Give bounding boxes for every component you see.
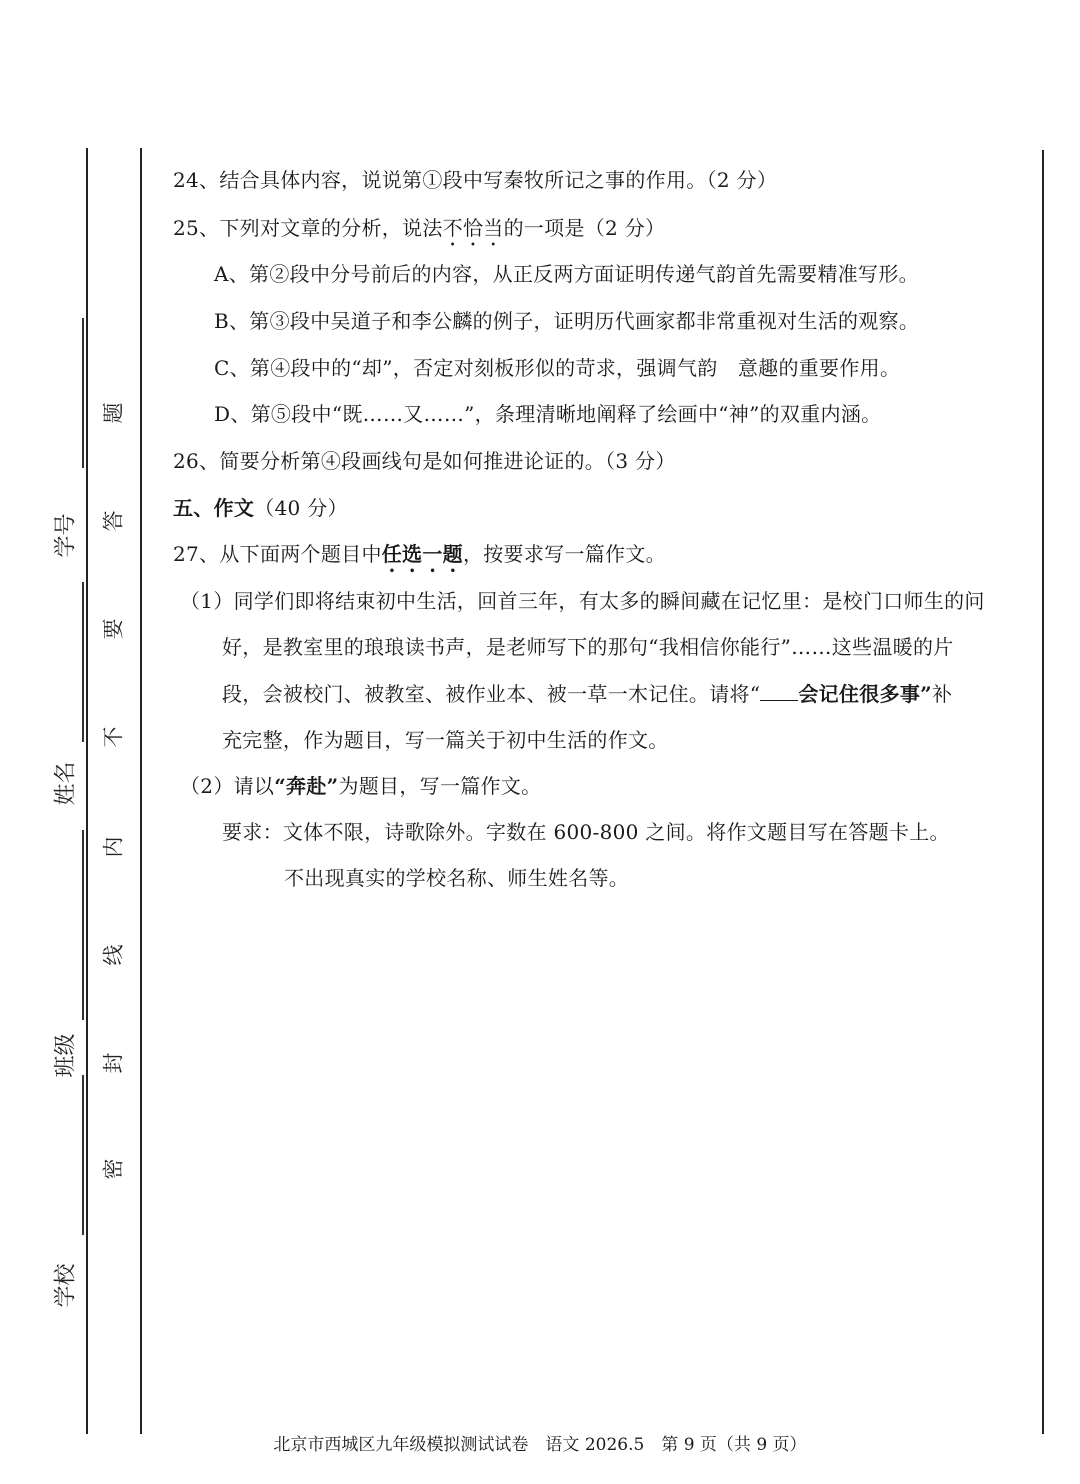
question-25-stem: 25、下列对文章的分析，说法	[173, 216, 443, 240]
seal-char: 封	[101, 1052, 126, 1074]
prompt-2-title: “奔赴”	[274, 774, 339, 798]
seal-char: 密	[101, 1158, 126, 1180]
title-blank	[760, 682, 798, 701]
option-a: A、第②段中分号前后的内容，从正反两方面证明传递气韵首先需要精准写形。	[214, 262, 919, 286]
field-name: 姓名	[53, 761, 79, 806]
requirements-line-2: 不出现真实的学校名称、师生姓名等。	[284, 866, 630, 890]
prompt-1-text: 段，会被校门、被教室、被作业本、被一草一木记住。请将“	[222, 682, 761, 706]
prompt-2-text-end: 为题目，写一篇作文。	[338, 774, 542, 798]
field-blank-2	[82, 582, 84, 742]
seal-char: 线	[101, 944, 126, 966]
question-24: 24、结合具体内容，说说第①段中写秦牧所记之事的作用。（2 分）	[173, 168, 778, 192]
seal-char: 要	[101, 618, 126, 640]
question-26: 26、简要分析第④段画线句是如何推进论证的。（3 分）	[173, 449, 676, 473]
requirements-line-1: 要求：文体不限，诗歌除外。字数在 600-800 之间。将作文题目写在答题卡上。	[222, 820, 950, 844]
option-c: C、第④段中的“却”，否定对刻板形似的苛求，强调气韵 意趣的重要作用。	[214, 356, 901, 380]
page-footer: 北京市西城区九年级模拟测试试卷 语文 2026.5 第 9 页（共 9 页）	[273, 1435, 807, 1455]
option-d: D、第⑤段中“既……又……”，条理清晰地阐释了绘画中“神”的双重内涵。	[214, 402, 882, 426]
question-27-stem-end: ，按要求写一篇作文。	[462, 542, 666, 566]
prompt-1-title: 会记住很多事”	[798, 682, 932, 706]
seal-char: 答	[101, 510, 126, 532]
field-blank-3	[82, 830, 84, 1020]
section-5-heading	[173, 494, 348, 522]
prompt-2-text: （2）请以	[180, 774, 275, 798]
field-class: 班级	[53, 1033, 79, 1078]
section-score: （40 分）	[254, 496, 348, 520]
emphasis-not-appropriate: 不恰当	[442, 216, 504, 240]
margin-inner-line	[140, 148, 142, 1434]
prompt-1-line-2: 好，是教室里的琅琅读书声，是老师写下的那句“我相信你能行”……这些温暖的片	[222, 635, 954, 659]
field-blank-1	[82, 318, 84, 468]
field-school: 学校	[53, 1263, 79, 1308]
right-border-line	[1042, 150, 1044, 1434]
margin-outer-line	[86, 148, 88, 1434]
question-27	[173, 540, 666, 577]
prompt-1-line-4: 充完整，作为题目，写一篇关于初中生活的作文。	[222, 728, 669, 752]
prompt-1-line-1: （1）同学们即将结束初中生活，回首三年，有太多的瞬间藏在记忆里：是校门口师生的问	[180, 589, 985, 613]
option-b: B、第③段中吴道子和李公麟的例子，证明历代画家都非常重视对生活的观察。	[214, 309, 920, 333]
emphasis-choose-one: 任选一题	[381, 542, 463, 566]
question-25	[173, 214, 665, 251]
seal-char: 内	[101, 836, 126, 858]
question-25-stem-end: 的一项是（2 分）	[503, 216, 666, 240]
prompt-1-line-3	[222, 680, 952, 708]
question-27-stem: 27、从下面两个题目中	[173, 542, 382, 566]
seal-char: 题	[101, 402, 126, 424]
section-title: 五、作文	[173, 496, 255, 520]
prompt-2	[180, 772, 541, 800]
seal-char: 不	[101, 726, 126, 748]
field-blank-4	[82, 1075, 84, 1235]
field-student-id: 学号	[53, 513, 79, 558]
prompt-1-text-end: 补	[931, 682, 953, 706]
